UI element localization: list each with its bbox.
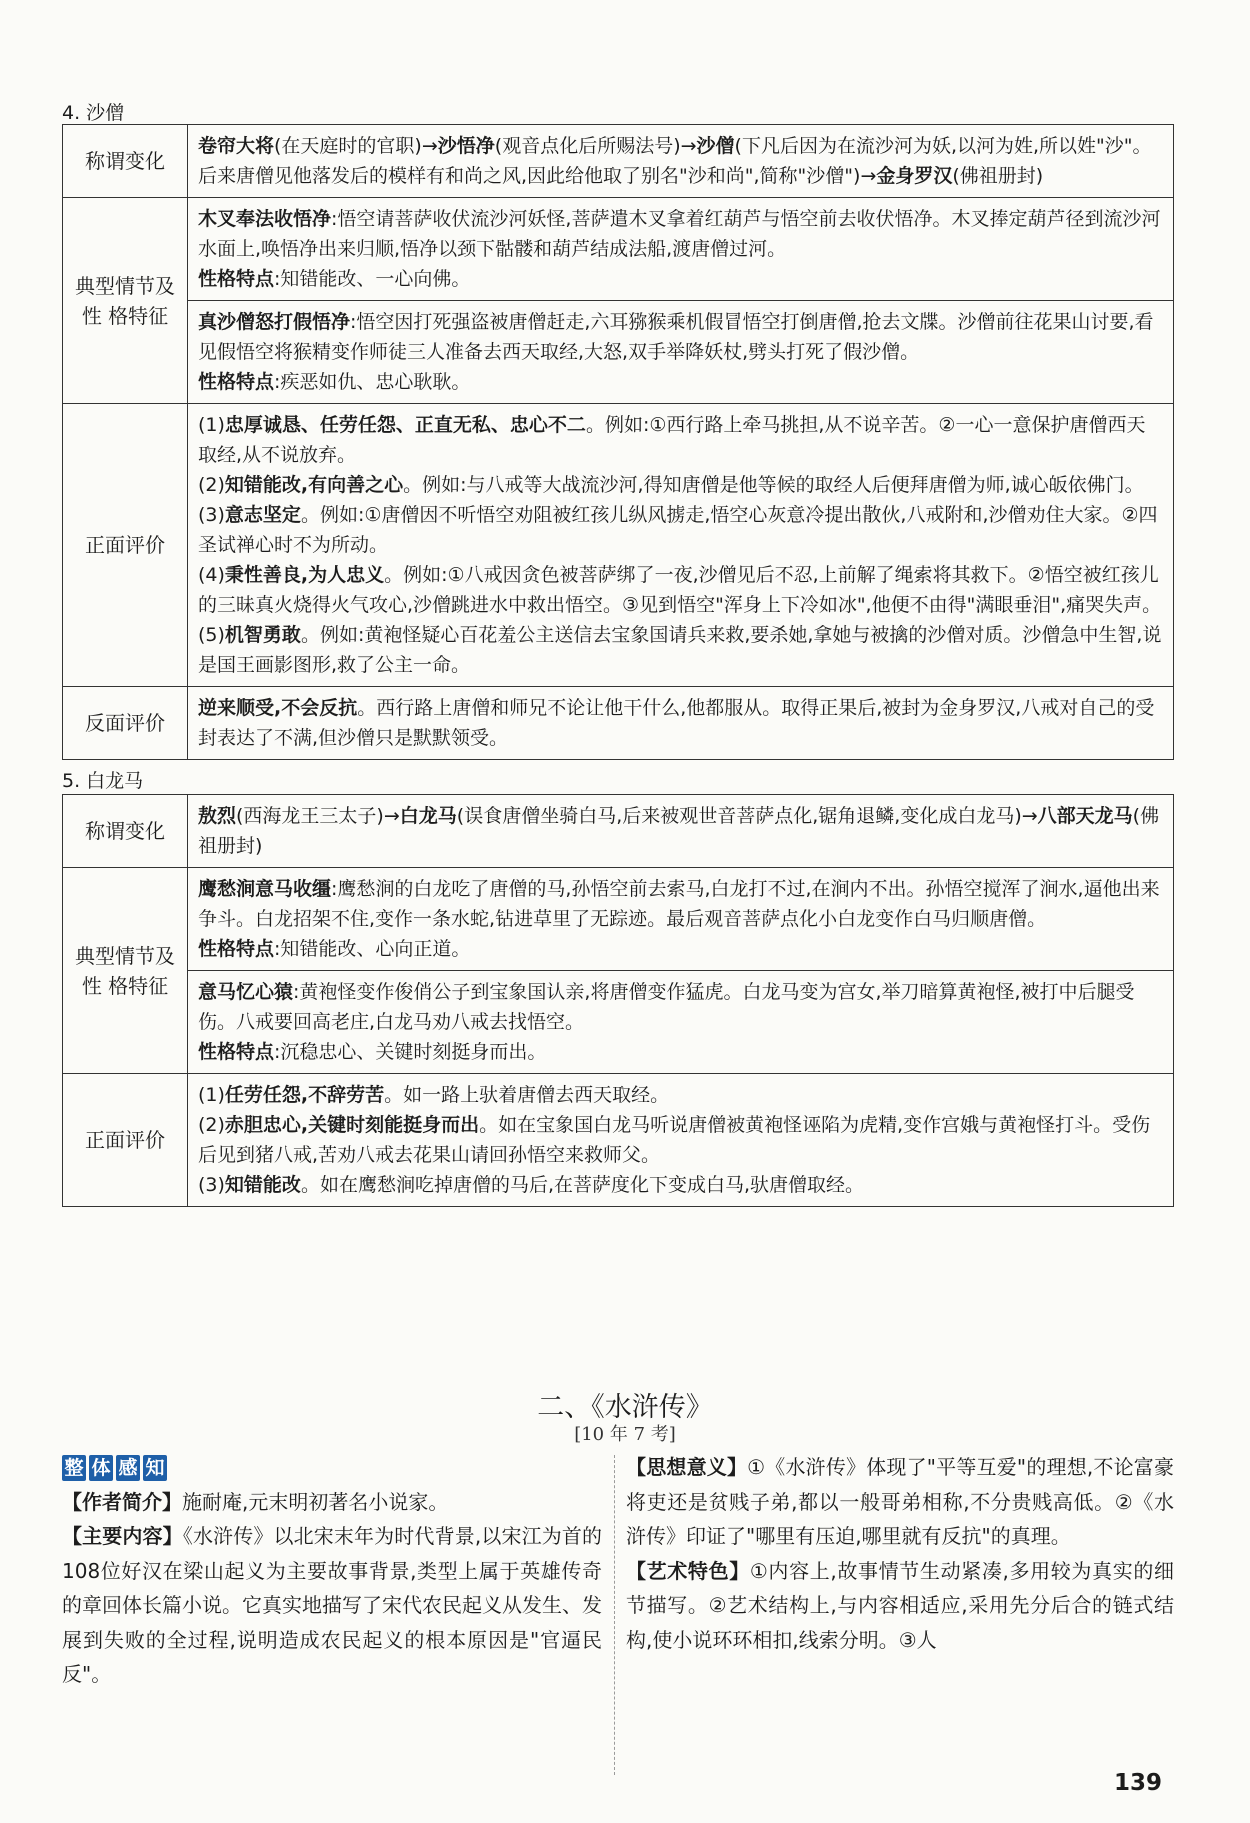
table-row [63, 795, 1174, 868]
row-label: 典型情节及 性 格特征 [63, 198, 188, 404]
section-title-shaseng: 4. 沙僧 [62, 102, 125, 124]
names-cell: 敖烈(西海龙王三太子)→白龙马(误食唐僧坐骑白马,后来被观世音菩萨点化,锯角退鳞,变化成白龙马)→八部天龙马(佛祖册封) [188, 795, 1174, 868]
table-row [63, 687, 1174, 760]
section-heading-shuihu: 二、《水浒传》 [537, 1392, 713, 1423]
row-label: 反面评价 [63, 687, 188, 760]
main-content: 【主要内容】《水浒传》以北宋末年为时代背景,以宋江为首的108位好汉在梁山起义为主要故事背景,类型上属于英雄传奇的章回体长篇小说。它真实地描写了宋代农民起义从发生、发展到失败的全过程,说明造成农民起义的根本原因是"官逼民反"。 [62, 1524, 603, 1686]
table-row [63, 404, 1174, 687]
exam-frequency: [10 年 7 考] [574, 1424, 676, 1445]
table-row [63, 301, 1174, 404]
column-divider [614, 1455, 615, 1775]
table-row [63, 971, 1174, 1074]
plot-cell: 意马忆心猿:黄袍怪变作俊俏公子到宝象国认亲,将唐僧变作猛虎。白龙马变为宫女,举刀暗算黄袍怪,被打中后腿受伤。八戒要回高老庄,白龙马劝八戒去找悟空。 性格特点:沉稳忠心、关键时刻挺身而出。 [188, 971, 1174, 1074]
plot-cell: 木叉奉法收悟净:悟空请菩萨收伏流沙河妖怪,菩萨遣木叉拿着红葫芦与悟空前去收伏悟净。木叉捧定葫芦径到流沙河水面上,唤悟净出来归顺,悟净以颈下骷髅和葫芦结成法船,渡唐僧过河。 性格特点:知错能改、一心向佛。 [188, 198, 1174, 301]
right-column [626, 1450, 1174, 1657]
overview-badge [62, 1450, 602, 1485]
thought-meaning: 【思想意义】①《水浒传》体现了"平等互爱"的理想,不论富豪将吏还是贫贱子弟,都以一般哥弟相称,不分贵贱高低。②《水浒传》印证了"哪里有压迫,哪里就有反抗"的真理。 [626, 1455, 1174, 1548]
positive-cell: (1)任劳任怨,不辞劳苦。如一路上驮着唐僧去西天取经。 (2)赤胆忠心,关键时刻能挺身而出。如在宝象国白龙马听说唐僧被黄袍怪诬陷为虎精,变作宫娥与黄袍怪打斗。受伤后见到猪八戒,苦劝八戒去花果山请回孙悟空来救师父。 (3)知错能改。如在鹰愁涧吃掉唐僧的马后,在菩萨度化下变成白马,驮唐僧取经。 [188, 1074, 1174, 1207]
row-label: 称谓变化 [63, 795, 188, 868]
left-column [62, 1450, 602, 1692]
table-row [63, 125, 1174, 198]
badge-char: 体 [89, 1455, 113, 1481]
plot-cell: 真沙僧怒打假悟净:悟空因打死强盗被唐僧赶走,六耳猕猴乘机假冒悟空打倒唐僧,抢去文牒。沙僧前往花果山讨要,看见假悟空将猴精变作师徒三人准备去西天取经,大怒,双手举降妖杖,劈头打死了假沙僧。 性格特点:疾恶如仇、忠心耿耿。 [188, 301, 1174, 404]
row-label: 典型情节及 性 格特征 [63, 868, 188, 1074]
table-row [63, 1074, 1174, 1207]
table-row [63, 198, 1174, 301]
badge-char: 感 [116, 1455, 140, 1481]
table-row [63, 868, 1174, 971]
badge-char: 整 [62, 1455, 86, 1481]
shaseng-table [62, 124, 1174, 760]
section-title-bailongma: 5. 白龙马 [62, 770, 144, 792]
row-label: 正面评价 [63, 1074, 188, 1207]
plot-cell: 鹰愁涧意马收缰:鹰愁涧的白龙吃了唐僧的马,孙悟空前去索马,白龙打不过,在涧内不出。孙悟空搅浑了涧水,逼他出来争斗。白龙招架不住,变作一条水蛇,钻进草里了无踪迹。最后观音菩萨点化小白龙变作白马归顺唐僧。 性格特点:知错能改、心向正道。 [188, 868, 1174, 971]
negative-cell: 逆来顺受,不会反抗。西行路上唐僧和师兄不论让他干什么,他都服从。取得正果后,被封为金身罗汉,八戒对自己的受封表达了不满,但沙僧只是默默领受。 [188, 687, 1174, 760]
badge-char: 知 [143, 1455, 167, 1481]
page-number: 139 [1113, 1770, 1162, 1796]
names-cell: 卷帘大将(在天庭时的官职)→沙悟净(观音点化后所赐法号)→沙僧(下凡后因为在流沙河为妖,以河为姓,所以姓"沙"。后来唐僧见他落发后的模样有和尚之风,因此给他取了别名"沙和尚",简称"沙僧")→金身罗汉(佛祖册封) [188, 125, 1174, 198]
row-label: 正面评价 [63, 404, 188, 687]
author-intro: 【作者简介】施耐庵,元末明初著名小说家。 [62, 1489, 449, 1514]
positive-cell: (1)忠厚诚恳、任劳任怨、正直无私、忠心不二。例如:①西行路上牵马挑担,从不说辛苦。②一心一意保护唐僧西天取经,从不说放弃。 (2)知错能改,有向善之心。例如:与八戒等大战流沙河,得知唐僧是他等候的取经人后便拜唐僧为师,诚心皈依佛门。 (3)意志坚定。例如:①唐僧因不听悟空劝阻被红孩儿纵风掳走,悟空心灰意冷提出散伙,八戒附和,沙僧劝住大家。②四圣试禅心时不为所动。 (4)秉性善良,为人忠义。例如:①八戒因贪色被菩萨绑了一夜,沙僧见后不忍,上前解了绳索将其救下。②悟空被红孩儿的三昧真火烧得火气攻心,沙僧跳进水中救出悟空。③见到悟空"浑身上下冷如冰",他便不由得"满眼垂泪",痛哭失声。 (5)机智勇敢。例如:黄袍怪疑心百花羞公主送信去宝象国请兵来救,要杀她,拿她与被擒的沙僧对质。沙僧急中生智,说是国王画影图形,救了公主一命。 [188, 404, 1174, 687]
row-label: 称谓变化 [63, 125, 188, 198]
bailongma-table [62, 794, 1174, 1207]
art-features: 【艺术特色】①内容上,故事情节生动紧凑,多用较为真实的细节描写。②艺术结构上,与内容相适应,采用先分后合的链式结构,使小说环环相扣,线索分明。③人 [626, 1558, 1174, 1652]
